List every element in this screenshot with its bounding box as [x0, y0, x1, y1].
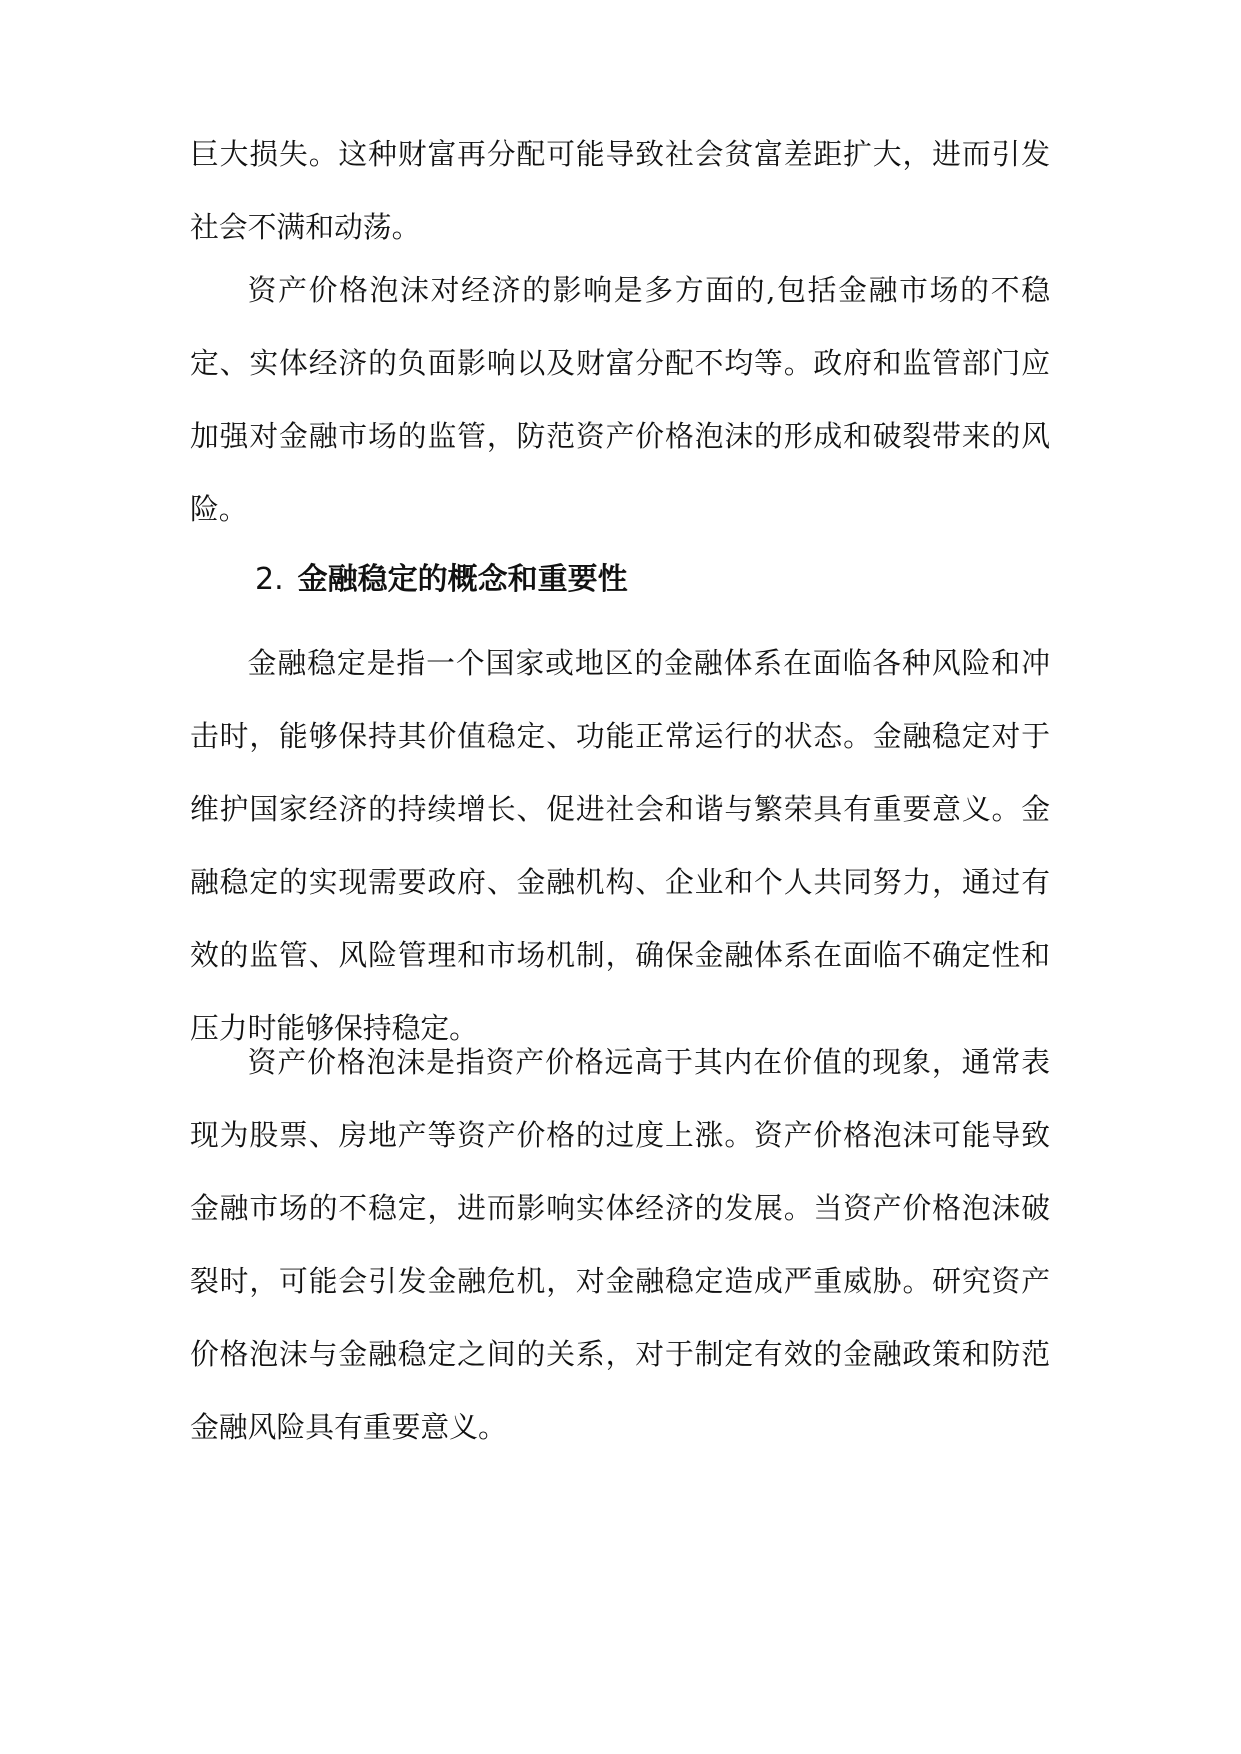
paragraph-financial-stability-definition: 金融稳定是指一个国家或地区的金融体系在面临各种风险和冲击时，能够保持其价值稳定、功能正常运行的状态。金融稳定对于维护国家经济的持续增长、促进社会和谐与繁荣具有重要意义。金融稳定的实现需要政府、金融机构、企业和个人共同努力，通过有效的监管、风险管理和市场机制，确保金融体系在面临不确定性和压力时能够保持稳定。 — [190, 646, 1050, 1045]
section-number: 2. — [255, 562, 284, 597]
paragraph-economic-impact: 资产价格泡沫对经济的影响是多方面的,包括金融市场的不稳定、实体经济的负面影响以及财富分配不均等。政府和监管部门应加强对金融市场的监管，防范资产价格泡沫的形成和破裂带来的风险。 — [190, 273, 1050, 526]
paragraph-asset-bubble-definition: 资产价格泡沫是指资产价格远高于其内在价值的现象，通常表现为股票、房地产等资产价格的过度上涨。资产价格泡沫可能导致金融市场的不稳定，进而影响实体经济的发展。当资产价格泡沫破裂时，可能会引发金融危机，对金融稳定造成严重威胁。研究资产价格泡沫与金融稳定之间的关系，对于制定有效的金融政策和防范金融风险具有重要意义。 — [190, 1045, 1050, 1444]
section-heading — [255, 556, 628, 604]
paragraph-continuation: 巨大损失。这种财富再分配可能导致社会贫富差距扩大，进而引发社会不满和动荡。 — [190, 137, 1050, 244]
section-title: 金融稳定的概念和重要性 — [297, 562, 628, 597]
